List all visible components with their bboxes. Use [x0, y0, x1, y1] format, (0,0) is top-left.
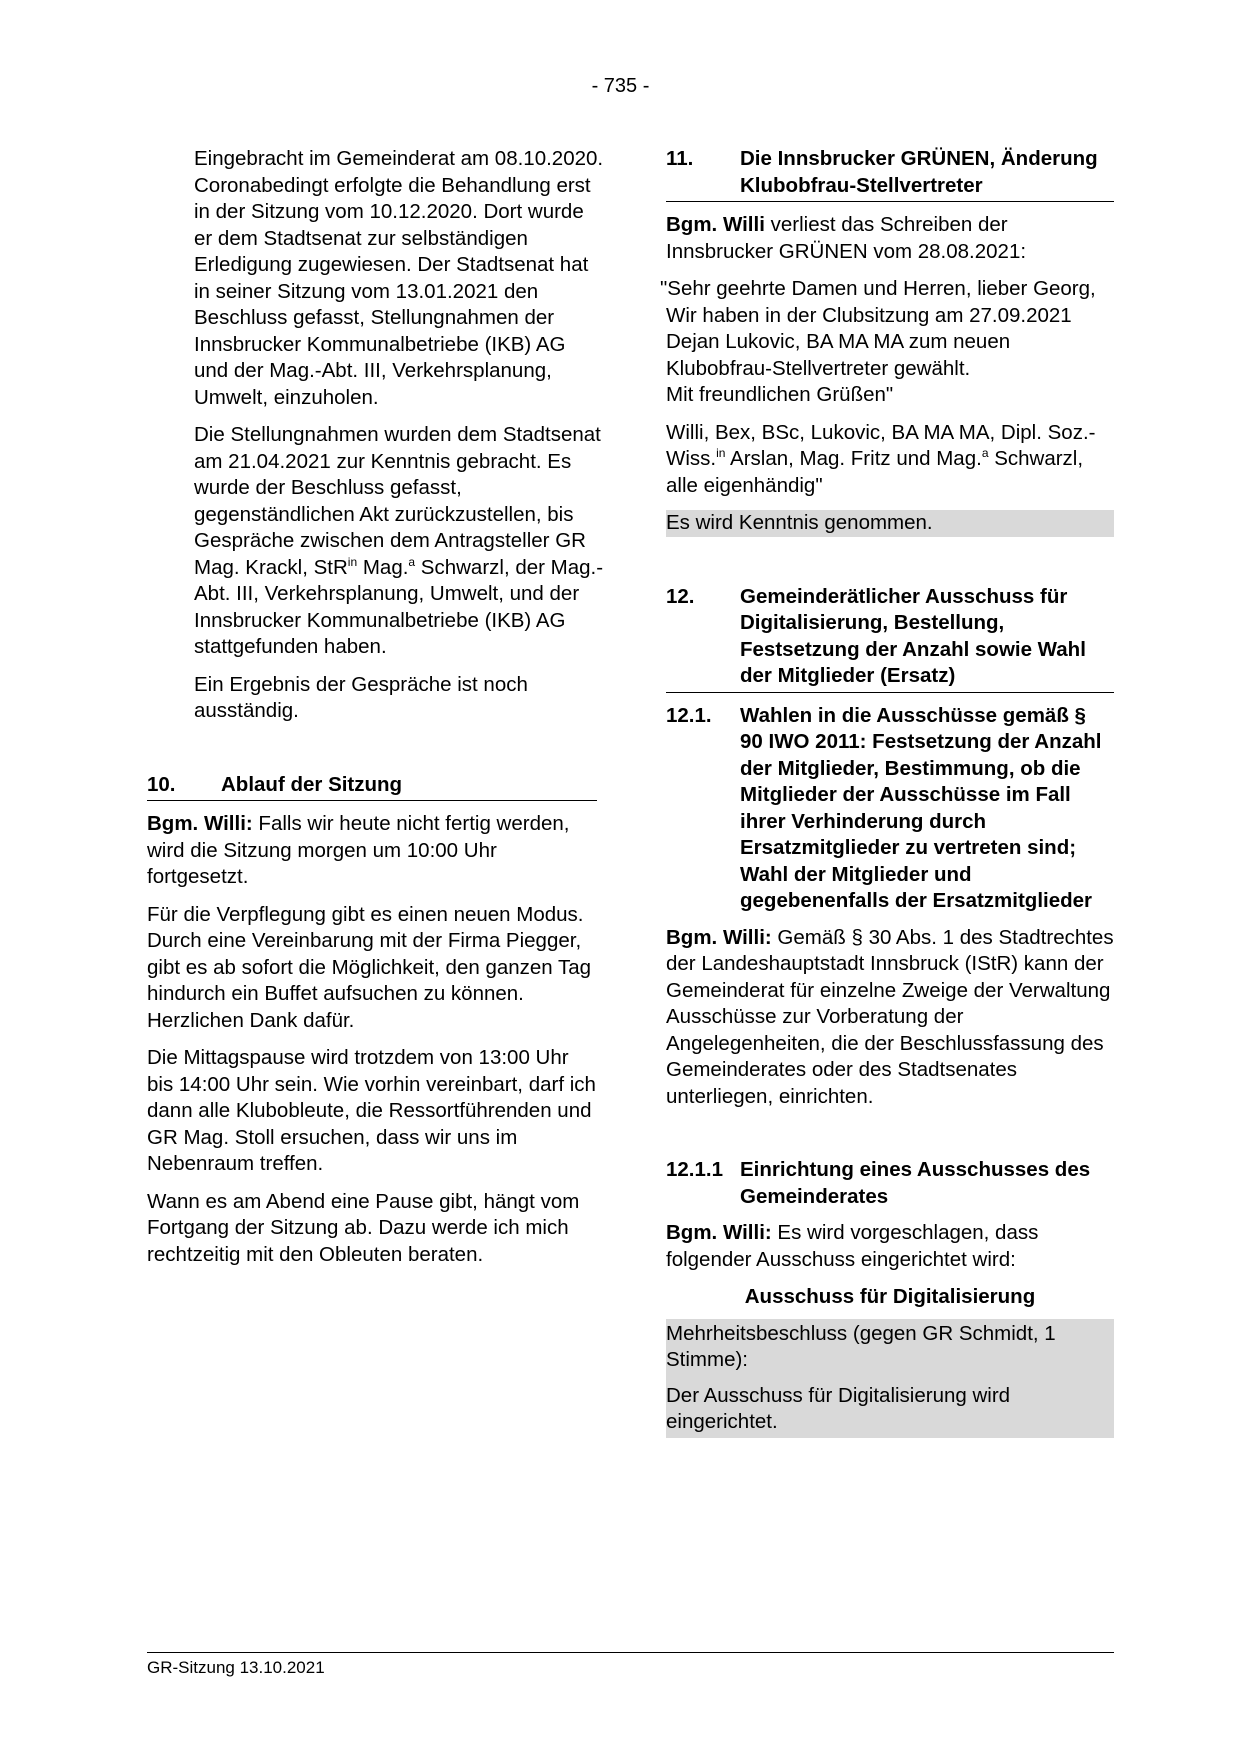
section-11-intro [666, 212, 1114, 265]
intro-p2-text-c: Schwarzl, der Mag.-Abt. III, Verkehrsplanung, Umwelt, und der Innsbrucker Kommunalbetriebe (IKB) AG stattgefunden haben. [194, 555, 604, 658]
section-11-letter [660, 276, 1114, 409]
section-10-heading [147, 772, 597, 802]
intro-paragraph-2 [194, 422, 604, 661]
letter-closing: Mit freundlichen Grüßen" [666, 383, 894, 406]
section-11-speaker: Bgm. Willi [666, 213, 765, 236]
section-10-paragraph-1 [147, 811, 597, 891]
section-12-1-1-decision [666, 1319, 1114, 1438]
signatories-sup-2: a [981, 446, 989, 461]
right-column [660, 146, 1114, 1438]
page-number: - 735 - [591, 75, 650, 97]
committee-name: Ausschuss für Digitalisierung [744, 1285, 1036, 1308]
left-column [147, 146, 604, 1279]
decision-result: Der Ausschuss für Digitalisierung wird eingerichtet. [666, 1383, 1011, 1433]
section-12-1-text: Gemäß § 30 Abs. 1 des Stadtrechtes der Landeshauptstadt Innsbruck (IStR) kann der Gemeinderat für einzelne Zweige der Verwaltung Ausschüsse zur Vorberatung der Angelegenheiten, die der Beschlussfassung des Gemeinderates oder des Stadtsenates unterliegen, einrichten. [666, 925, 1114, 1108]
section-10-speaker: Bgm. Willi: [147, 812, 253, 835]
section-10-paragraph-2: Für die Verpflegung gibt es einen neuen Modus. Durch eine Vereinbarung mit der Firma Piegger, gibt es ab sofort die Möglichkeit, den ganzen Tag hindurch ein Buffet aufsuchen zu können. Herzlichen Dank dafür. [147, 902, 592, 1032]
section-12-number: 12. [666, 584, 695, 608]
section-10-title: Ablauf der Sitzung [221, 772, 403, 796]
section-12-1-1-heading [666, 1157, 1114, 1210]
letter-salutation: "Sehr geehrte Damen und Herren, lieber Georg, [660, 277, 1096, 300]
section-12-1-title: Wahlen in die Ausschüsse gemäß § 90 IWO 2011: Festsetzung der Anzahl der Mitglieder, Bestimmung, ob die Mitglieder der Ausschüsse im Fall ihrer Verhinderung durch Ersatzmitglieder zu vertreten sind; Wahl der Mitglieder und gegebenenfalls der Ersatzmitglieder [740, 703, 1102, 912]
section-12-1-1-title: Einrichtung eines Ausschusses des Gemeinderates [740, 1158, 1091, 1208]
signatories-sup-1: in [716, 446, 726, 461]
page-footer: GR-Sitzung 13.10.2021 [147, 1652, 1114, 1679]
intro-p2-sup-2: a [408, 554, 416, 569]
intro-paragraph-1: Eingebracht im Gemeinderat am 08.10.2020. Coronabedingt erfolgte die Behandlung erst in der Sitzung vom 10.12.2020. Dort wurde er dem Stadtsenat zur selbständigen Erledigung zugewiesen. Der Stadtsenat hat in seiner Sitzung vom 13.01.2021 den Beschluss gefasst, Stellungnahmen der Innsbrucker Kommunalbetriebe (IKB) AG und der Mag.-Abt. III, Verkehrsplanung, Umwelt, einzuholen. [194, 147, 604, 409]
section-12-1-1-speaker: Bgm. Willi: [666, 1221, 772, 1244]
intro-paragraph-3: Ein Ergebnis der Gespräche ist noch ausständig. [194, 672, 528, 722]
section-12-1-paragraph [666, 925, 1114, 1111]
signatories-text-b: Arslan, Mag. Fritz und Mag. [725, 447, 982, 470]
section-10-number: 10. [147, 772, 176, 796]
section-12-title: Gemeinderätlicher Ausschuss für Digitalisierung, Bestellung, Festsetzung der Anzahl sowie Wahl der Mitglieder (Ersatz) [740, 584, 1086, 687]
section-12-1-number: 12.1. [666, 703, 712, 727]
signatories-text-c: Schwarzl, alle eigenhändig" [666, 447, 1084, 497]
section-11-heading [666, 146, 1114, 202]
section-11-intro-text: verliest das Schreiben der Innsbrucker GRÜNEN vom 28.08.2021: [666, 213, 1027, 263]
section-11-decision: Es wird Kenntnis genommen. [666, 510, 1114, 537]
section-12-1-heading [666, 703, 1114, 915]
section-12-heading [666, 584, 1114, 693]
intro-p2-text-a: Die Stellungnahmen wurden dem Stadtsenat am 21.04.2021 zur Kenntnis gebracht. Es wurde der Beschluss gefasst, gegenständlichen Akt zurückzustellen, bis Gespräche zwischen dem Antragsteller GR Mag. Krackl, StR [194, 423, 601, 579]
section-10-p1-text: Falls wir heute nicht fertig werden, wird die Sitzung morgen um 10:00 Uhr fortgesetzt. [147, 812, 570, 888]
section-12-1-1-paragraph [666, 1220, 1114, 1273]
letter-body: Wir haben in der Clubsitzung am 27.09.2021 Dejan Lukovic, BA MA MA zum neuen Klubobfrau-Stellvertreter gewählt. [666, 303, 1072, 380]
intro-p2-text-b: Mag. [357, 555, 409, 579]
signatories-text-a: Willi, Bex, BSc, Lukovic, BA MA MA, Dipl. Soz.-Wiss. [666, 420, 1096, 470]
section-12-1-1-text: Es wird vorgeschlagen, dass folgender Ausschuss eingerichtet wird: [666, 1221, 1039, 1271]
section-12-1-1-number: 12.1.1 [666, 1158, 723, 1181]
section-11-title: Die Innsbrucker GRÜNEN, Änderung Klubobfrau-Stellvertreter [740, 147, 1098, 197]
section-11-number: 11. [666, 147, 694, 170]
decision-majority: Mehrheitsbeschluss (gegen GR Schmidt, 1 Stimme): [666, 1321, 1056, 1371]
section-10-paragraph-4: Wann es am Abend eine Pause gibt, hängt vom Fortgang der Sitzung ab. Dazu werde ich mich rechtzeitig mit den Obleuten beraten. [147, 1189, 580, 1266]
intro-p2-sup-1: in [347, 554, 358, 569]
section-12-1-speaker: Bgm. Willi: [666, 925, 772, 949]
section-10-paragraph-3: Die Mittagspause wird trotzdem von 13:00 Uhr bis 14:00 Uhr sein. Wie vorhin vereinbart, darf ich dann alle Klubobleute, die Ressortführenden und GR Mag. Stoll ersuchen, dass wir uns im Nebenraum treffen. [147, 1046, 596, 1175]
section-11-signatories [666, 420, 1114, 500]
